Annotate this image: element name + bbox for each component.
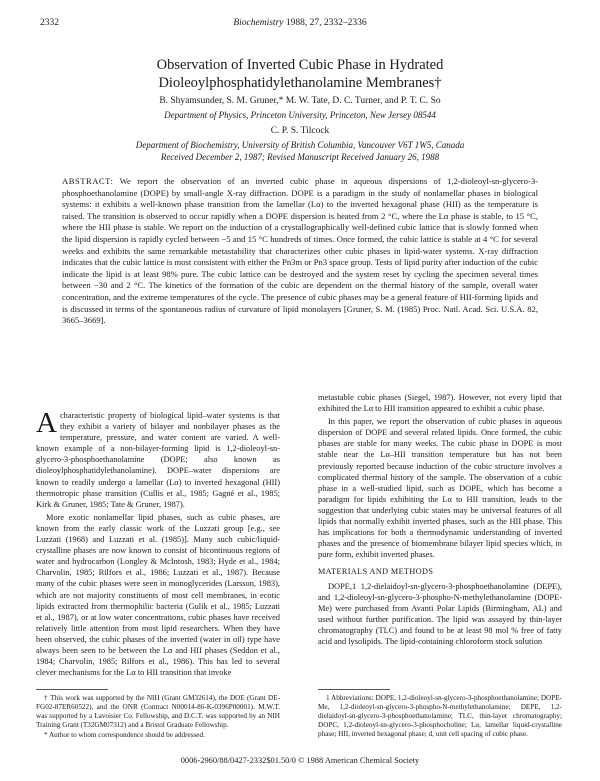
- intro-paragraph-4: In this paper, we report the observation of cubic phases in aqueous dispersion of DOPE and several related lipids. Once formed, the cubic phases are stable for many weeks. The cubic phase in DOPE is most stable near the Lα–HII transition temperature but has not been previously reported because induction of the cubic structure involves a complicated thermal history of the sample. The observation of a cubic phase in a well-studied lipid, such as DOPE, which has become a paradigm for lipids exhibiting the Lα to HII transition, leads to the suggestion that underlying cubic states may be universal features of all lipids that normally exhibit inverted phases, such as the HII phase. This has implications for both a thermodynamic understanding of inverted phases and the presence of biomembrane bilayer lipid species which, in pure form, exhibit inverted phases.: [318, 417, 562, 560]
- drop-cap: A: [36, 407, 57, 439]
- intro-paragraph-1: [36, 407, 280, 510]
- abstract-label: ABSTRACT:: [62, 176, 114, 186]
- intro-paragraph-1-text: characteristic property of biological lipid–water systems is that they exhibit a variety of bilayer and nonbilayer phases as the temperature, pressure, and water content are varied. A well-known example of a non-bilayer-forming lipid is 1,2-dioleoyl-sn-glycero-3-phosphoethanolamine (DOPE; also known as dioleoylphosphatidylethanolamine). DOPE–water dispersions are known to readily undergo a lamellar (Lα) to inverted hexagonal (HII) thermotropic phase transition (Cullis et al., 1985; Gagné et al., 1985; Kirk & Gruner, 1985; Tate & Gruner, 1987).: [36, 411, 280, 509]
- body-column-right: [318, 392, 562, 649]
- methods-paragraph-1: DOPE,1 1,2-dielaidoyl-sn-glycero-3-phosphoethanolamine (DEPE), and 1,2-dioleoyl-sn-glycero-3-phospho-N-methylethanolamine (DOPE-Me) were purchased from Avanti Polar Lipids (Birmingham, AL) and used without further purification. The lipid was assayed by thin-layer chromatography (TLC) and found to be at least 98 mol % free of fatty acid and lysolipids. The lipid-containing chloroform stock solution: [318, 581, 562, 646]
- journal-name: Biochemistry: [233, 18, 284, 28]
- journal-volume: 1988, 27, 2332–2336: [283, 18, 367, 28]
- author-list-2: C. P. S. Tilcock: [270, 126, 330, 136]
- title-line-1: Observation of Inverted Cubic Phase in Hydrated: [156, 57, 444, 73]
- footnote-rule-left: [36, 689, 108, 690]
- affiliation-ubc: Department of Biochemistry, University of British Columbia, Vancouver V6T 1W5, Canada: [135, 140, 465, 150]
- title-line-2: Dioleoylphosphatidylethanolamine Membranes†: [158, 75, 442, 91]
- author-list: B. Shyamsunder, S. M. Gruner,* M. W. Tate, D. C. Turner, and P. T. C. So: [159, 96, 441, 106]
- abstract-text: We report the observation of an inverted cubic phase in aqueous dispersions of 1,2-dioleoyl-sn-glycero-3-phosphoethanolamine (DOPE) by small-angle X-ray diffraction. DOPE is a paradigm in the study of nonlamellar phases in biological systems: it exhibits a well-known phase transition from the lamellar (Lα) to the inverted hexagonal phase (HII) as the temperature is raised. The transition is observed to occur rapidly when a DOPE dispersion is heated from 2 °C, where the Lα phase is stable, to 15 °C, where the HII phase is stable. We report on the induction of a crystallographically well-defined cubic lattice that is slowly formed when the lipid dispersion is rapidly cycled between −5 and 15 °C hundreds of times. Once formed, the cubic lattice is stable at 4 °C for several weeks and exhibits the same remarkable metastability that characterizes other cubic phases in lipid-water systems. X-ray diffraction indicates that the cubic lattice is most consistent with either the Pn3m or Pn3 space group. Tests of lipid purity after induction of the cubic indicate the lipid is at least 98% pure. The cubic lattice can be destroyed and the system reset by cycling the specimen several times between −30 and 2 °C. The kinetics of the formation of the cubic are dependent on the thermal history of the sample, overall water concentration, and the extreme temperatures of the cycle. The presence of cubic phases may be a general feature of HII-forming lipids and is discussed in terms of the spontaneous radius of curvature of lipid monolayers [Gruner, S. M. (1985) Proc. Natl. Acad. Sci. U.S.A. 82, 3665–3669].: [62, 176, 538, 326]
- footnotes-left: [36, 694, 280, 741]
- footnote-correspondence: * Author to whom correspondence should be addressed.: [44, 731, 205, 739]
- abstract: [62, 176, 538, 327]
- footnote-funding: † This work was supported by the NIH (Grant GM32614), the DOE (Grant DE-FG02-87ER60522), and the ONR (Contract N00014-86-K-0396P00001). M.W.T. was supported by a Lavoisier Co. Fellowship, and D.C.T. was supported by an NIH Training Grant (T32GM07312) and a Bristol Graduate Fellowship.: [36, 694, 280, 729]
- page-number: 2332: [40, 18, 59, 28]
- journal-citation: [40, 18, 560, 28]
- running-header: [40, 18, 560, 32]
- article-title: [60, 56, 540, 92]
- section-heading-methods: MATERIALS AND METHODS: [318, 567, 434, 577]
- intro-paragraph-2: More exotic nonlamellar lipid phases, such as cubic phases, are known from the early classic work of the Luzzati group [e.g., see Luzzati (1968) and Luzzati et al. (1985)]. Many such cubic/liquid-crystalline phases are now known to consist of bicontinuous regions of water and hydrocarbon (Longley & McIntosh, 1983; Hyde et al., 1984; Charvolin, 1985; Rilfors et al., 1986; Luzzati et al., 1987). Because many of the cubic phases were seen in monoglycerides (Larsson, 1983), which are not majority constituents of most cell membranes, in ecotic lipids extracted from thermophilic bacteria (Gulik et al., 1985; Luzzati et al., 1987), or at low water concentrations, cubic phases have received relatively little attention from most lipid researchers. When they have been observed, the cubic phases of the inverted (water in oil) type have always been seen to be between the Lα and HII phases (Seddon et al., 1984; Charvolin, 1985; Rilfors et al., 1986). This has led to several clever mechanisms for the Lα to HII transition that invoke: [36, 512, 280, 678]
- footnote-rule-right: [318, 689, 390, 690]
- received-dates: Received December 2, 1987; Revised Manuscript Received January 26, 1988: [160, 152, 440, 162]
- footnote-abbreviations: 1 Abbreviations: DOPE, 1,2-dioleoyl-sn-glycero-3-phosphoethanolamine; DOPE-Me, 1,2-dioleoyl-sn-glycero-3-phospho-N-methylethanolamine; DEPE, 1,2-dielaidoyl-sn-glycero-3-phosphoethanolamine; TLC, thin-layer chromatography; DOPC, 1,2-dioleoyl-sn-glycero-3-phosphocholine; Lα, lamellar liquid-crystalline phase; HII, inverted hexagonal phase; d, unit cell spacing of cubic phase.: [318, 694, 562, 738]
- footnotes-right: [318, 694, 562, 740]
- page-footer: 0006-2960/88/0427-2332$01.50/0 © 1988 American Chemical Society: [180, 756, 420, 765]
- body-column-left: [36, 407, 280, 680]
- intro-paragraph-3: metastable cubic phases (Siegel, 1987). However, not every lipid that exhibited the Lα to HII transition appeared to exhibit a cubic phase.: [318, 393, 562, 414]
- affiliation-princeton: Department of Physics, Princeton University, Princeton, New Jersey 08544: [164, 110, 436, 120]
